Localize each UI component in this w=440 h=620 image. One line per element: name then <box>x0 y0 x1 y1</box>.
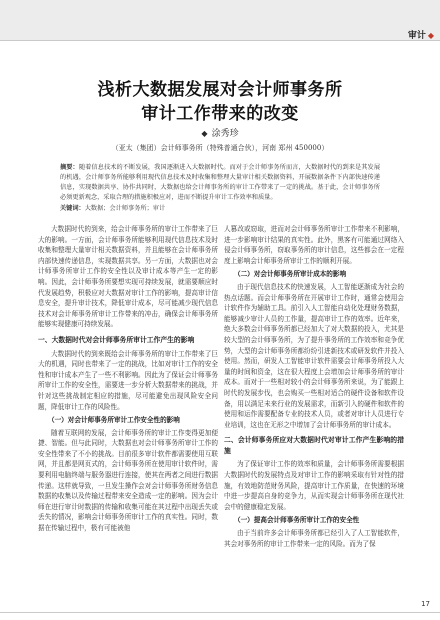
keywords-label: 关键词： <box>60 205 85 212</box>
paragraph: 由于当前许多会计师事务所都已经引入了人工智能软件，其会对事务所的审计工作带来一定的风险。而为了保 <box>224 529 404 548</box>
section-heading-1: 一、大数据时代对会计师事务所审计工作产生的影响 <box>38 335 195 344</box>
section-tag <box>408 28 434 41</box>
author-line <box>0 126 440 139</box>
subsection-heading: （一）对会计师事务所审计工作安全性的影响 <box>48 416 180 425</box>
article-title-line2: 审计工作带来的改变 <box>141 104 299 124</box>
section-tag-label: 审计 <box>407 31 426 41</box>
paragraph: 为了保证审计工作的效率和质量，会计师事务所需要根据大数据时代的发展特点及对审计工作的影响采取有针对性的措施，有效地防范财务风险，提高审计工作质量，在快速的环境中进一步提高自身的竞争力，从而实现会计师事务所在现代社会中的健康稳定发展。 <box>224 460 404 511</box>
paragraph: 大数据时代的到来，给会计师事务所的审计工作带来了巨大的影响。一方面，会计师事务所能够利用现代信息技术及时收集和整理大量审计相关数据资料，并且能够在会计师事务所内部快速传递信息，实现数据共享。另一方面，大数据也对会计师事务所审计工作的安全性以及审计成本等产生一定的影响。因此，会计师事务所要想实现可持续发展，就需要顺应时代发展趋势，积极应对大数据对审计工作的影响，提高审计信息安全，提升审计技术，降低审计成本，尽可能减少现代信息技术对会计师事务所审计工作带来的冲击，确保会计师事务所能够实现健康可持续发展。 <box>38 225 218 329</box>
left-column <box>38 224 218 534</box>
article-title-line1: 浅析大数据发展对会计师事务所 <box>97 80 343 100</box>
page-number: 17 <box>421 600 430 608</box>
subsection-heading: （二）对会计师事务所审计成本的影响 <box>234 270 347 279</box>
abstract-label: 摘要： <box>60 164 79 171</box>
section-tag-dot-icon: ◆ <box>427 31 434 40</box>
abstract-text: 随着信息技术的不断发展，我国逐渐进入大数据时代。而对于会计师事务所而言，大数据时代的到来是其发展的机遇，会计师事务所能够利用现代信息技术及时收集和整理大量审计相关数据资料，开展数据条件下内部快速传递信息，实现数据共享、协作共同时，大数据也给会计师事务所的审计工作带来了一定的挑战。基于此，会计师事务所必须更新观念，采取合理的措施积极应对，进而不断提升审计工作效率和质量。 <box>60 164 381 201</box>
abstract <box>60 163 380 203</box>
keywords <box>60 203 380 212</box>
paragraph: 大数据时代的到来既给会计师事务所的审计工作带来了巨大的机遇，同时也带来了一定的挑战，比如对审计工作的安全性和审计成本产生了一些不利影响。因此为了保证会计师事务所审计工作的安全性，需要进一步分析大数据带来的挑战，并针对这些挑战制定相应的措施，尽可能避免出现风险安全问题，降低审计工作的风险性。 <box>38 349 218 411</box>
author-name: 涂秀珍 <box>211 129 239 139</box>
right-column <box>224 224 404 549</box>
subsection-heading: （一）提高会计师事务所审计工作的安全性 <box>234 516 360 525</box>
author-affiliation: （亚太（集团）会计师事务所（特殊普通合伙），河南 郑州 450000） <box>111 144 329 152</box>
paragraph: 随着互联网的发展，会计师事务所的审计工作变得更加便捷、智能。但与此同时，大数据也对会计师事务所审计工作的安全性带来了不小的挑战。目前很多审计软件都需要使用互联网，并且都是网页式的，会计师事务所在使用审计软件时，需要利用电脑终端与服务器进行连接，使其在两者之间进行数据传递。这样就导致，一旦发生操作会对会计师事务所财务信息数据的收集以及传输过程带来安全造成一定的影响。因为会计师在进行审计时数据的传输和收集可能在其过程中出现丢失或丢失的情况，影响会计师事务所审计工作的真实性。同时，数据在传输过程中，极有可能被他 <box>38 428 218 533</box>
diamond-icon: ◆ <box>201 129 208 138</box>
footer-divider <box>0 612 440 613</box>
section-heading-2: 二、会计师事务所应对大数据时代对审计工作产生影响的措施 <box>224 436 404 455</box>
header-divider <box>0 40 440 41</box>
header-band <box>0 0 440 40</box>
paragraph: 人篡改或窃取，进而对会计师事务所审计工作带来不利影响，进一步影响审计结果的真实性。此外，黑客有可能通过网络入侵会计师事务所，窃取事务所的审计信息，这些都会在一定程度上影响会计师事务所审计工作的顺利开展。 <box>224 225 404 265</box>
keywords-text: 大数据；会计师事务所；审计 <box>84 205 166 212</box>
paragraph: 由于现代信息技术的快速发展，人工智能逐渐成为社会的热点话题。而会计师事务所在开展审计工作时，通常会使用会计软件作为辅助工具。前引入人工智能自动化处理财务数据，能够减少审计人员的工作量，提高审计工作的效率。近年来，绝大多数会计师事务所都已经加大了对大数据的投入，尤其是较大型的会计师事务所，为了提升事务所的工作效率和竞争优势，大型的会计师事务所都纷纷引进新技术或研发软件并投入使用。然而，研发人工智能审计软件需要会计师事务所投入大量的时间和资金，这在很大程度上会增加会计师事务所的审计成本。而对于一些相对较小的会计师事务所来说，为了能跟上时代的发展步伐，也会购买一些相对适合的硬件设备和软件设备，用以满足未来行业的发展需求，而新引入的硬件和软件的使用和运作需要配备专业的技术人员，或者对审计人员进行专业培训，这也在无形之中增加了会计师事务所的审计成本。 <box>224 282 404 429</box>
